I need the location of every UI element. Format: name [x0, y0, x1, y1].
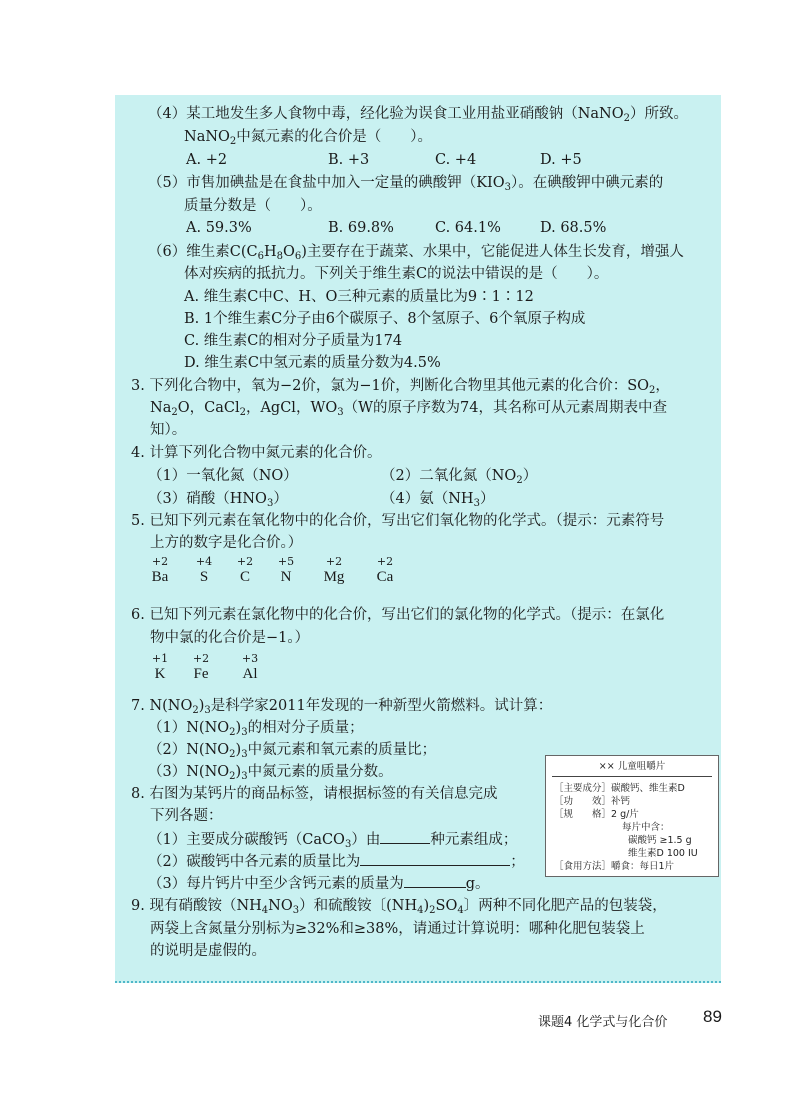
- element-with-valence: +2 C: [236, 555, 254, 585]
- q6-stem-line2: 体对疾病的抵抗力。下列关于维生素C的说法中错误的是（ ）。: [184, 266, 609, 282]
- element-with-valence: +4 S: [195, 555, 213, 585]
- problem8-line1: 8. 右图为某钙片的商品标签，请根据标签的有关信息完成: [131, 786, 498, 802]
- q5-option-c: C. 64.1%: [435, 220, 501, 236]
- q5-stem-line1: （5）市售加碘盐是在食盐中加入一定量的碘酸钾$(KIO_3)$。在碘酸钾中碘元素的: [148, 175, 664, 193]
- element-with-valence: +2 Mg: [323, 555, 345, 585]
- chapter-title: 课题4 化学式与化合价: [538, 1015, 668, 1030]
- problem4-part3: （3）硝酸$(HNO_3)$: [148, 491, 288, 509]
- page-number: 89: [703, 1007, 722, 1026]
- problem4-part2: （2）二氧化氮$(NO_2)$: [381, 468, 538, 486]
- q4-option-c: C. +4: [435, 152, 477, 168]
- problem7-part3: $(3)N(NO_2)_3$中氮元素的质量分数。: [148, 764, 393, 782]
- problem5-line1: 5. 已知下列元素在氧化物中的化合价，写出它们氧化物的化学式。（提示：元素符号: [131, 513, 665, 529]
- q5-option-d: D. 68.5%: [540, 220, 607, 236]
- label-effect: ［功 效］补钙: [554, 796, 631, 807]
- q5-stem-line2: 质量分数是（ ）。: [184, 198, 322, 214]
- label-usage: ［食用方法］嚼食：每日1片: [554, 861, 675, 872]
- label-divider: [552, 776, 712, 777]
- label-calcium-carbonate: 碳酸钙 ≥1.5 g: [628, 835, 692, 846]
- answer-blank[interactable]: [380, 829, 430, 844]
- q5-option-b: B. 69.8%: [328, 220, 394, 236]
- element-with-valence: +1 K: [151, 652, 169, 682]
- problem8-part3: （3）每片钙片中至少含钙元素的质量为 g。: [148, 873, 490, 894]
- q4-stem-line2: NaNO$_2$中氮元素的化合价是（ ）。: [184, 129, 433, 147]
- q6-option-c: C. 维生素C的相对分子质量为174: [184, 333, 403, 349]
- problem4-part4: （4）氨$(NH_3)$: [381, 491, 495, 509]
- problem7-stem: 7. $N(NO_2)_3$是科学家2011年发现的一种新型火箭燃料。试计算：: [131, 698, 553, 716]
- problem6-line1: 6. 已知下列元素在氯化物中的化合价，写出它们的氯化物的化学式。（提示：在氯化: [131, 607, 665, 623]
- element-with-valence: +2 Fe: [192, 652, 210, 682]
- problem6-line2: 物中氯的化合价是−1。）: [150, 630, 310, 646]
- problem8-part2: （2）碳酸钙中各元素的质量比为 ；: [148, 851, 525, 872]
- problem7-part1: $(1)N(NO_2)_3$的相对分子质量；: [148, 720, 364, 738]
- label-ingredients: ［主要成分］碳酸钙、维生素D: [554, 783, 685, 794]
- q6-option-a: A. 维生素C中C、H、O三种元素的质量比为9∶1∶12: [184, 289, 534, 305]
- answer-blank[interactable]: [360, 851, 510, 866]
- calcium-tablet-label: [545, 755, 719, 877]
- problem8-part1: （1）主要成分碳酸钙（CaCO$_3$）由 种元素组成；: [148, 829, 517, 850]
- problem9-line2: 两袋上含氮量分别标为≥32%和≥38%，请通过计算说明：哪种化肥包装袋上: [150, 921, 645, 937]
- q6-option-d: D. 维生素C中氢元素的质量分数为4.5%: [184, 355, 441, 371]
- element-with-valence: +2 Ca: [376, 555, 394, 585]
- problem5-line2: 上方的数字是化合价。）: [150, 535, 303, 551]
- element-with-valence: +2 Ba: [151, 555, 169, 585]
- answer-blank[interactable]: [404, 873, 466, 888]
- label-title: ×× 儿童咀嚼片: [598, 761, 666, 772]
- q4-option-d: D. +5: [540, 152, 582, 168]
- problem3-line3: 知）。: [150, 422, 187, 438]
- problem9-line1: 9. 现有硝酸铵$(NH_4NO_3)$和硫酸铵〔$(NH_4)_2SO_4$〕两种不同化肥产品的包装袋，: [131, 898, 667, 916]
- problem4-part1: （1）一氧化氮（NO）: [148, 468, 298, 484]
- label-spec: ［规 格］2 g/片: [554, 809, 639, 820]
- label-vitamin-d: 维生素D 100 IU: [628, 848, 698, 859]
- q5-option-a: A. 59.3%: [186, 220, 252, 236]
- q4-option-a: A. +2: [186, 152, 228, 168]
- element-with-valence: +5 N: [277, 555, 295, 585]
- problem9-line3: 的说明是虚假的。: [150, 943, 266, 959]
- problem7-part2: $(2)N(NO_2)_3$中氮元素和氧元素的质量比；: [148, 742, 437, 760]
- label-per-tablet: 每片中含：: [622, 822, 670, 833]
- q4-stem-line1: （4）某工地发生多人食物中毒，经化验为误食工业用盐亚硝酸钠（NaNO$_2$）所致。: [148, 106, 689, 124]
- problem8-line2: 下列各题：: [150, 808, 223, 824]
- q6-option-b: B. 1个维生素C分子由6个碳原子、8个氢原子、6个氧原子构成: [184, 311, 586, 327]
- problem4-stem: 4. 计算下列化合物中氮元素的化合价。: [131, 445, 382, 461]
- problem3-line2: $Na_2O$，CaCl$_2$，AgCl，$WO_3(W$的原子序数为74，其名称可从元素周期表中查: [150, 400, 667, 418]
- q6-stem-line1: （6）维生素$C(C_6H_8O_6)$主要存在于蔬菜、水果中，它能促进人体生长发育，增强人: [148, 244, 684, 262]
- element-with-valence: +3 Al: [241, 652, 259, 682]
- problem3-line1: 3. 下列化合物中，氧为−2价，氯为−1价，判断化合物里其他元素的化合价：$SO_2$，: [131, 378, 670, 396]
- q4-option-b: B. +3: [328, 152, 370, 168]
